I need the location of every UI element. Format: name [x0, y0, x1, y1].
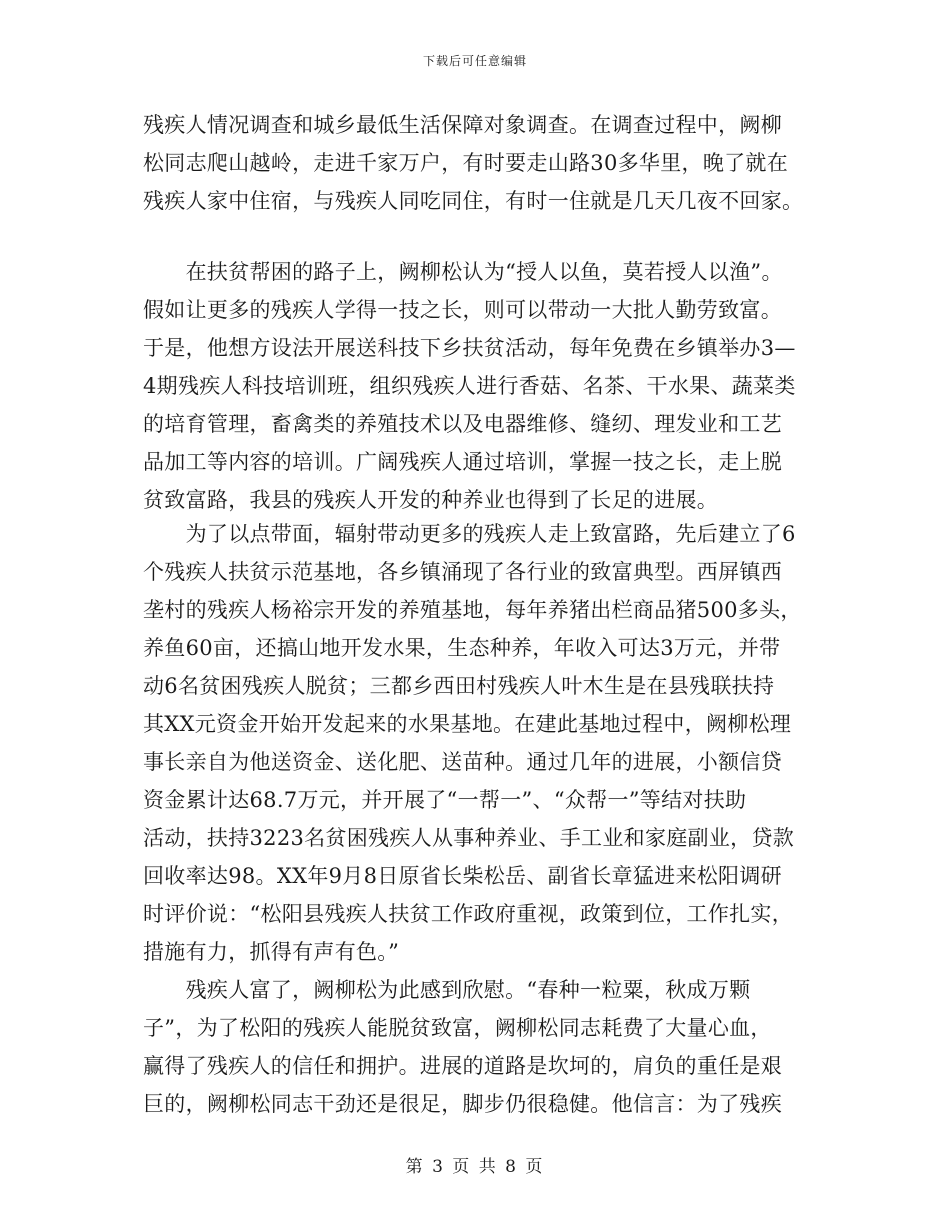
body-line: 巨的，阙柳松同志干劲还是很足，脚步仍很稳健。他信言：为了残疾 [143, 1092, 782, 1116]
body-line: 假如让更多的残疾人学得一技之长，则可以带动一大批人勤劳致富。 [143, 298, 782, 322]
body-line: 赢得了残疾人的信任和拥护。进展的道路是坎坷的，肩负的重任是艰 [143, 1054, 782, 1078]
body-line: 其XX元资金开始开发起来的水果基地。在建此基地过程中，阙柳松理 [143, 712, 792, 736]
body-line: 事长亲自为他送资金、送化肥、送苗种。通过几年的进展，小额信贷 [143, 750, 782, 774]
body-line: 的培育管理，畜禽类的养殖技术以及电器维修、缝纫、理发业和工艺 [143, 412, 782, 436]
page-footer: 第 3 页 共 8 页 [405, 1157, 545, 1177]
body-line: 垄村的残疾人杨裕宗开发的养殖基地，每年养猪出栏商品猪500多头， [143, 598, 802, 622]
body-line: 个残疾人扶贫示范基地，各乡镇涌现了各行业的致富典型。西屏镇西 [143, 560, 782, 584]
body-line: 为了以点带面，辐射带动更多的残疾人走上致富路，先后建立了6 [143, 522, 796, 546]
body-line: 养鱼60亩，还搞山地开发水果，生态种养，年收入可达3万元，并带 [143, 636, 781, 660]
body-line: 动6名贫困残疾人脱贫；三都乡西田村残疾人叶木生是在县残联扶持 [143, 674, 775, 698]
body-line: 措施有力，抓得有声有色。” [143, 940, 400, 964]
body-line: 活动，扶持3223名贫困残疾人从事种养业、手工业和家庭副业，贷款 [143, 826, 795, 850]
body-line: 残疾人富了，阙柳松为此感到欣慰。“春种一粒粟，秋成万颗 [143, 978, 751, 1002]
page-header: 下载后可任意编辑 [422, 54, 527, 68]
body-line: 时评价说：“松阳县残疾人扶贫工作政府重视，政策到位，工作扎实， [143, 902, 794, 926]
body-line: 子”，为了松阳的残疾人能脱贫致富，阙柳松同志耗费了大量心血， [143, 1016, 772, 1040]
body-line: 资金累计达68.7万元，并开展了“一帮一”、“众帮一”等结对扶助 [143, 788, 747, 812]
body-line: 回收率达98。XX年9月8日原省长柴松岳、副省长章猛进来松阳调研 [143, 864, 782, 888]
body-line: 在扶贫帮困的路子上，阙柳松认为“授人以鱼，莫若授人以渔”。 [143, 260, 783, 284]
body-line: 贫致富路，我县的残疾人开发的种养业也得到了长足的进展。 [143, 488, 719, 512]
body-line: 残疾人家中住宿，与残疾人同吃同住，有时一住就是几天几夜不回家。 [143, 189, 804, 213]
body-line: 残疾人情况调查和城乡最低生活保障对象调查。在调查过程中，阙柳 [143, 113, 782, 137]
body-line: 4期残疾人科技培训班，组织残疾人进行香菇、名茶、干水果、蔬菜类 [143, 374, 796, 398]
body-line: 松同志爬山越岭，走进千家万户，有时要走山路30多华里，晚了就在 [143, 151, 789, 175]
body-line: 于是，他想方设法开展送科技下乡扶贫活动，每年免费在乡镇举办3— [143, 336, 796, 360]
body-line: 品加工等内容的培训。广阔残疾人通过培训，掌握一技之长，走上脱 [143, 450, 782, 474]
